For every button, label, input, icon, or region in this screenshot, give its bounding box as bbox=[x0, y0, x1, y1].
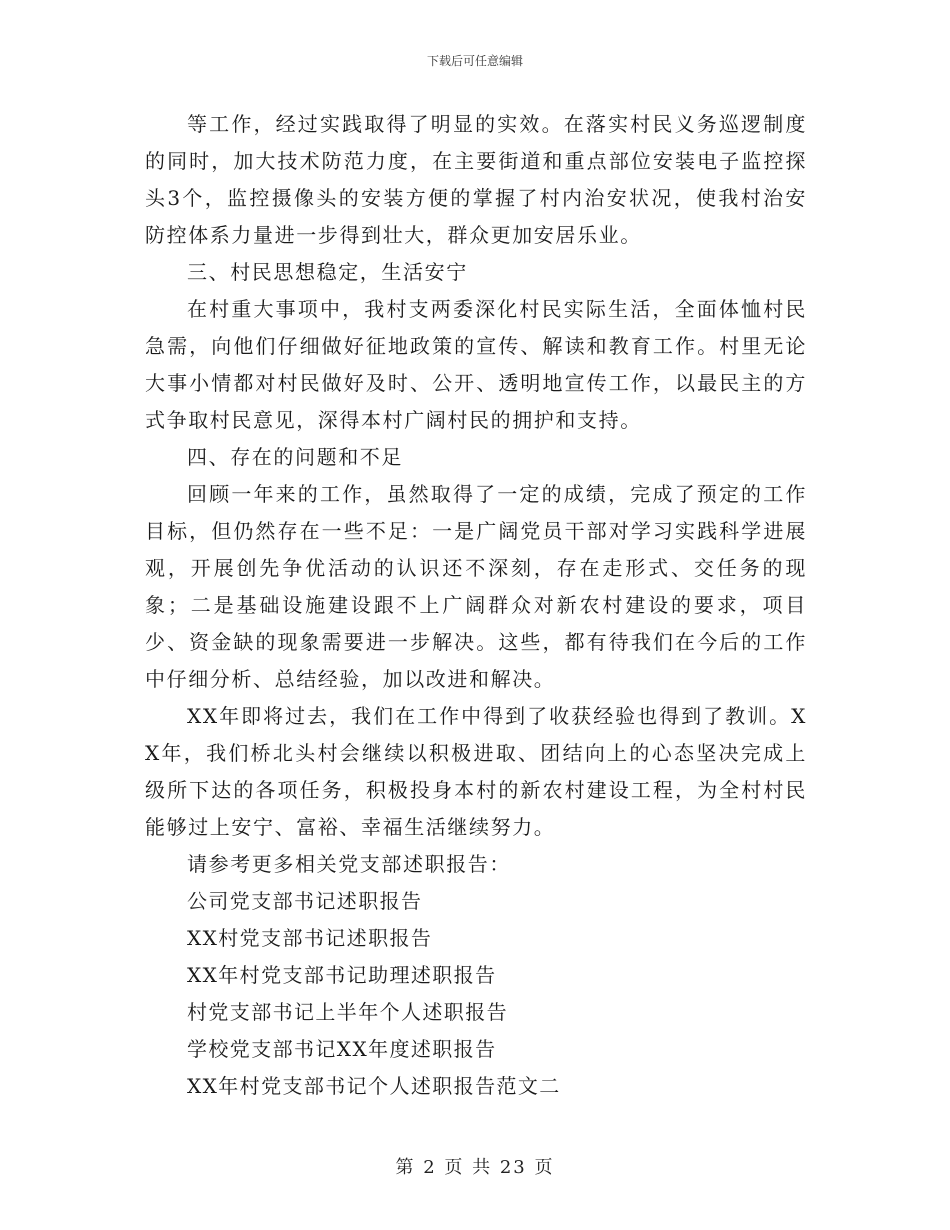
related-report-link[interactable]: XX年村党支部书记助理述职报告 bbox=[187, 963, 497, 987]
section-heading-three: 三、村民思想稳定，生活安宁 bbox=[187, 260, 468, 284]
header-note: 下载后可任意编辑 bbox=[426, 54, 523, 68]
paragraph-security-work: 等工作，经过实践取得了明显的实效。在落实村民义务巡逻制度的同时，加大技术防范力度，在主要街道和重点部位安装电子监控探头3个，监控摄像头的安装方便的掌握了村内治安状况，使我村治安防控体系力量进一步得到壮大，群众更加安居乐业。 bbox=[145, 112, 807, 247]
related-reports-list bbox=[145, 883, 807, 1105]
paragraph-problems: 回顾一年来的工作，虽然取得了一定的成绩，完成了预定的工作目标，但仍然存在一些不足：一是广阔党员干部对学习实践科学进展观，开展创先争优活动的认识还不深刻，存在走形式、交任务的现象；二是基础设施建设跟不上广阔群众对新农村建设的要求，项目少、资金缺的现象需要进一步解决。这些，都有待我们在今后的工作中仔细分析、总结经验，加以改进和解决。 bbox=[145, 482, 807, 691]
related-report-link[interactable]: XX年村党支部书记个人述职报告范文二 bbox=[187, 1074, 561, 1098]
related-reports-intro: 请参考更多相关党支部述职报告： bbox=[187, 852, 511, 876]
related-report-link[interactable]: 公司党支部书记述职报告 bbox=[187, 889, 423, 913]
document-body bbox=[145, 106, 807, 1105]
section-heading-four: 四、存在的问题和不足 bbox=[187, 445, 403, 469]
related-report-link[interactable]: XX村党支部书记述职报告 bbox=[187, 926, 433, 950]
page-number: 第 2 页 共 23 页 bbox=[395, 1157, 555, 1178]
paragraph-villager-stability: 在村重大事项中，我村支两委深化村民实际生活，全面体恤村民急需，向他们仔细做好征地政策的宣传、解读和教育工作。村里无论大事小情都对村民做好及时、公开、透明地宣传工作，以最民主的方式争取村民意见，深得本村广阔村民的拥护和支持。 bbox=[145, 297, 807, 432]
paragraph-outlook: XX年即将过去，我们在工作中得到了收获经验也得到了教训。XX年，我们桥北头村会继续以积极进取、团结向上的心态坚决完成上级所下达的各项任务，积极投身本村的新农村建设工程，为全村村民能够过上安宁、富裕、幸福生活继续努力。 bbox=[145, 704, 807, 839]
related-report-link[interactable]: 学校党支部书记XX年度述职报告 bbox=[187, 1037, 497, 1061]
related-report-link[interactable]: 村党支部书记上半年个人述职报告 bbox=[187, 1000, 508, 1024]
